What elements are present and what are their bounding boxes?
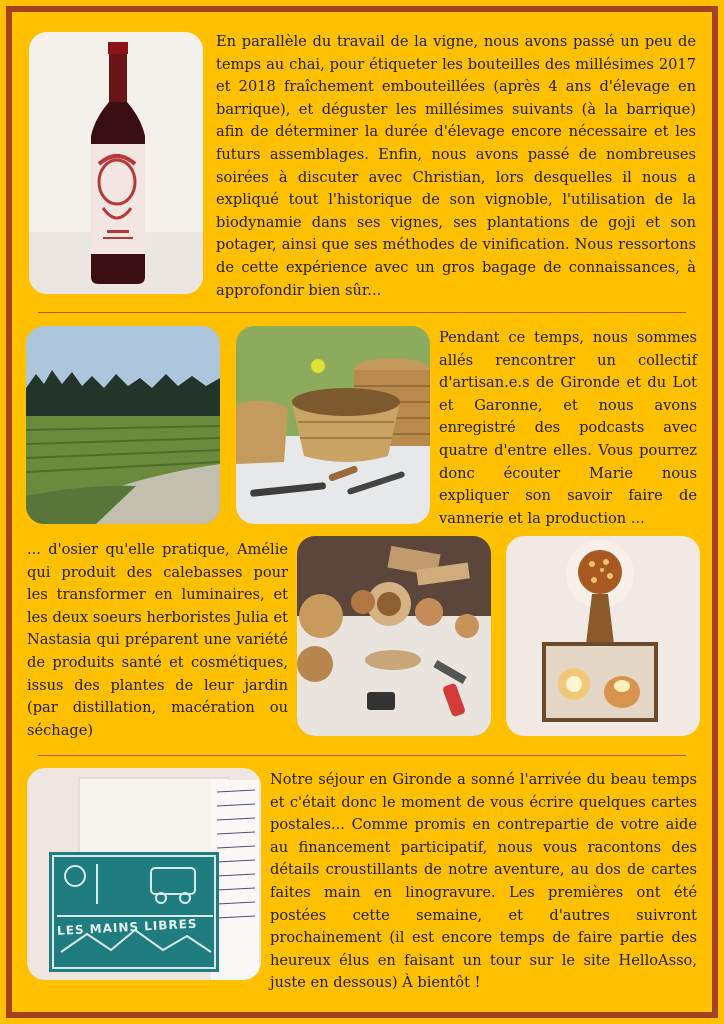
calabash-workshop-photo — [297, 536, 491, 736]
section-1-text: En parallèle du travail de la vigne, nous avons passé un peu de temps au chai, pour étiqueter les bouteilles des millésimes 2017 et 2018 fraîchement embouteillées (après 4 ans d'élevage en barrique), et déguster les millésimes suivants (à la barrique) afin de déterminer la durée d'élevage encore nécessaire et les futurs assemblages. Enfin, nous avons passé de nombreuses soirées à discuter avec Christian, lors desquelles il nous a expliqué tout l'historique de son vignoble, l'utilisation de la biodynamie dans ses vignes, ses plantations de goji et son potager, ainsi que ses méthodes de vinification. Nous ressortons de cette expérience avec un gros bagage de connaissances, à approfondir bien sûr... — [216, 33, 696, 299]
basketry-photo — [236, 326, 430, 524]
linocut-postcards-photo — [27, 768, 261, 980]
section-3-text: ... d'osier qu'elle pratique, Amélie qui produit des calebasses pour les transformer en luminaires, et les deux soeurs herboristes Julia et Nastasia qui préparent une variété de produits santé et cosmétiques, issus des plantes de leur jardin (par distillation, macération ou séchage) — [27, 541, 288, 739]
wine-bottle-photo — [29, 32, 203, 294]
section-4-text: Notre séjour en Gironde a sonné l'arrivée du beau temps et c'était donc le moment de vous écrire quelques cartes postales... Comme promis en contrepartie de votre aide au financement participatif, nous vous racontons des détails croustillants de notre aventure, au dos de cartes faites main en linogravure. Les premières ont été postées cette semaine, et d'autres suivront prochainement (il est encore temps de faire partie des heureux élus en faisant un tour sur le site HelloAsso, juste en dessous) À bientôt ! — [270, 771, 697, 992]
section-2-text: Pendant ce temps, nous sommes allés rencontrer un collectif d'artisan.e.s de Gironde et du Lot et Garonne, et nous avons enregistré des podcasts avec quatre d'entre elles. Vous pourrez donc écouter Marie nous expliquer son savoir faire de vannerie et la production ... — [439, 329, 697, 527]
vineyard-photo — [26, 326, 220, 524]
calabash-lamps-photo — [506, 536, 700, 736]
divider-1 — [38, 312, 686, 313]
postcard-label: LES MAINS LIBRES — [56, 916, 198, 938]
divider-2 — [38, 755, 686, 756]
